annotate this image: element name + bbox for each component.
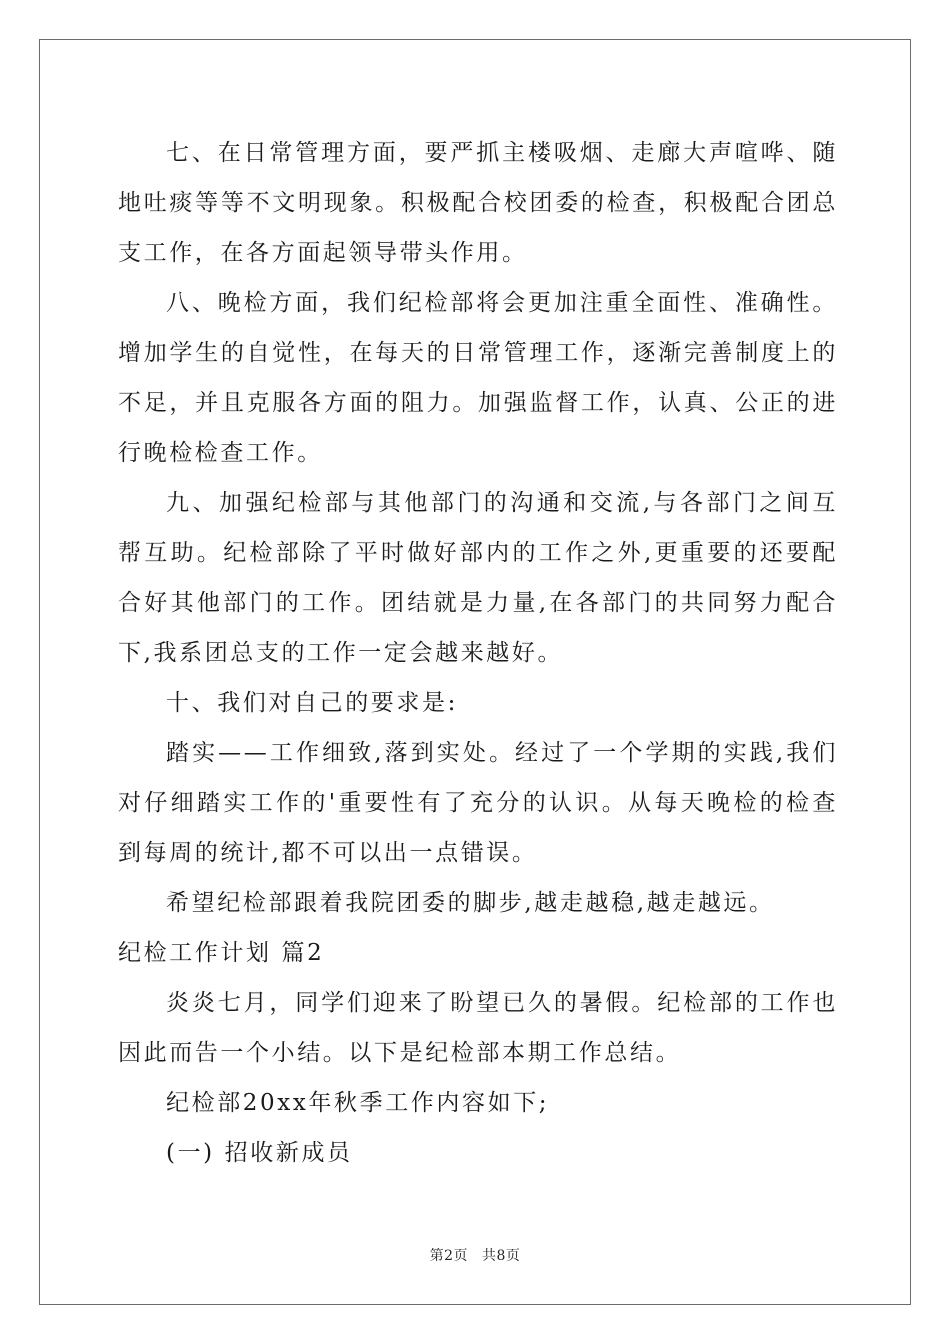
paragraph-summer: 炎炎七月，同学们迎来了盼望已久的暑假。纪检部的工作也因此而告一个小结。以下是纪检部本期工作总结。 bbox=[118, 990, 838, 1066]
document-body bbox=[118, 128, 838, 1178]
paragraph-recruit: (一) 招收新成员 bbox=[166, 1140, 353, 1166]
page-total: 共8页 bbox=[482, 1248, 521, 1264]
page-number: 第2页 bbox=[429, 1248, 468, 1264]
section-heading: 纪检工作计划 篇2 bbox=[118, 940, 325, 966]
paragraph-hope: 希望纪检部跟着我院团委的脚步,越走越稳,越走越远。 bbox=[166, 890, 775, 916]
page-footer bbox=[0, 1245, 950, 1265]
paragraph-ten: 十、我们对自己的要求是: bbox=[166, 690, 458, 716]
paragraph-autumn-content: 纪检部20xx年秋季工作内容如下; bbox=[166, 1090, 550, 1116]
paragraph-practical: 踏实——工作细致,落到实处。经过了一个学期的实践,我们对仔细踏实工作的'重要性有了充分的认识。从每天晚检的检查到每周的统计,都不可以出一点错误。 bbox=[118, 740, 838, 866]
paragraph-seven: 七、在日常管理方面，要严抓主楼吸烟、走廊大声喧哗、随地吐痰等等不文明现象。积极配合校团委的检查，积极配合团总支工作，在各方面起领导带头作用。 bbox=[118, 140, 838, 266]
paragraph-eight: 八、晚检方面，我们纪检部将会更加注重全面性、准确性。增加学生的自觉性，在每天的日常管理工作，逐渐完善制度上的不足，并且克服各方面的阻力。加强监督工作，认真、公正的进行晚检检查工作。 bbox=[118, 290, 838, 466]
paragraph-nine: 九、加强纪检部与其他部门的沟通和交流,与各部门之间互帮互助。纪检部除了平时做好部内的工作之外,更重要的还要配合好其他部门的工作。团结就是力量,在各部门的共同努力配合下,我系团总支的工作一定会越来越好。 bbox=[118, 490, 838, 666]
